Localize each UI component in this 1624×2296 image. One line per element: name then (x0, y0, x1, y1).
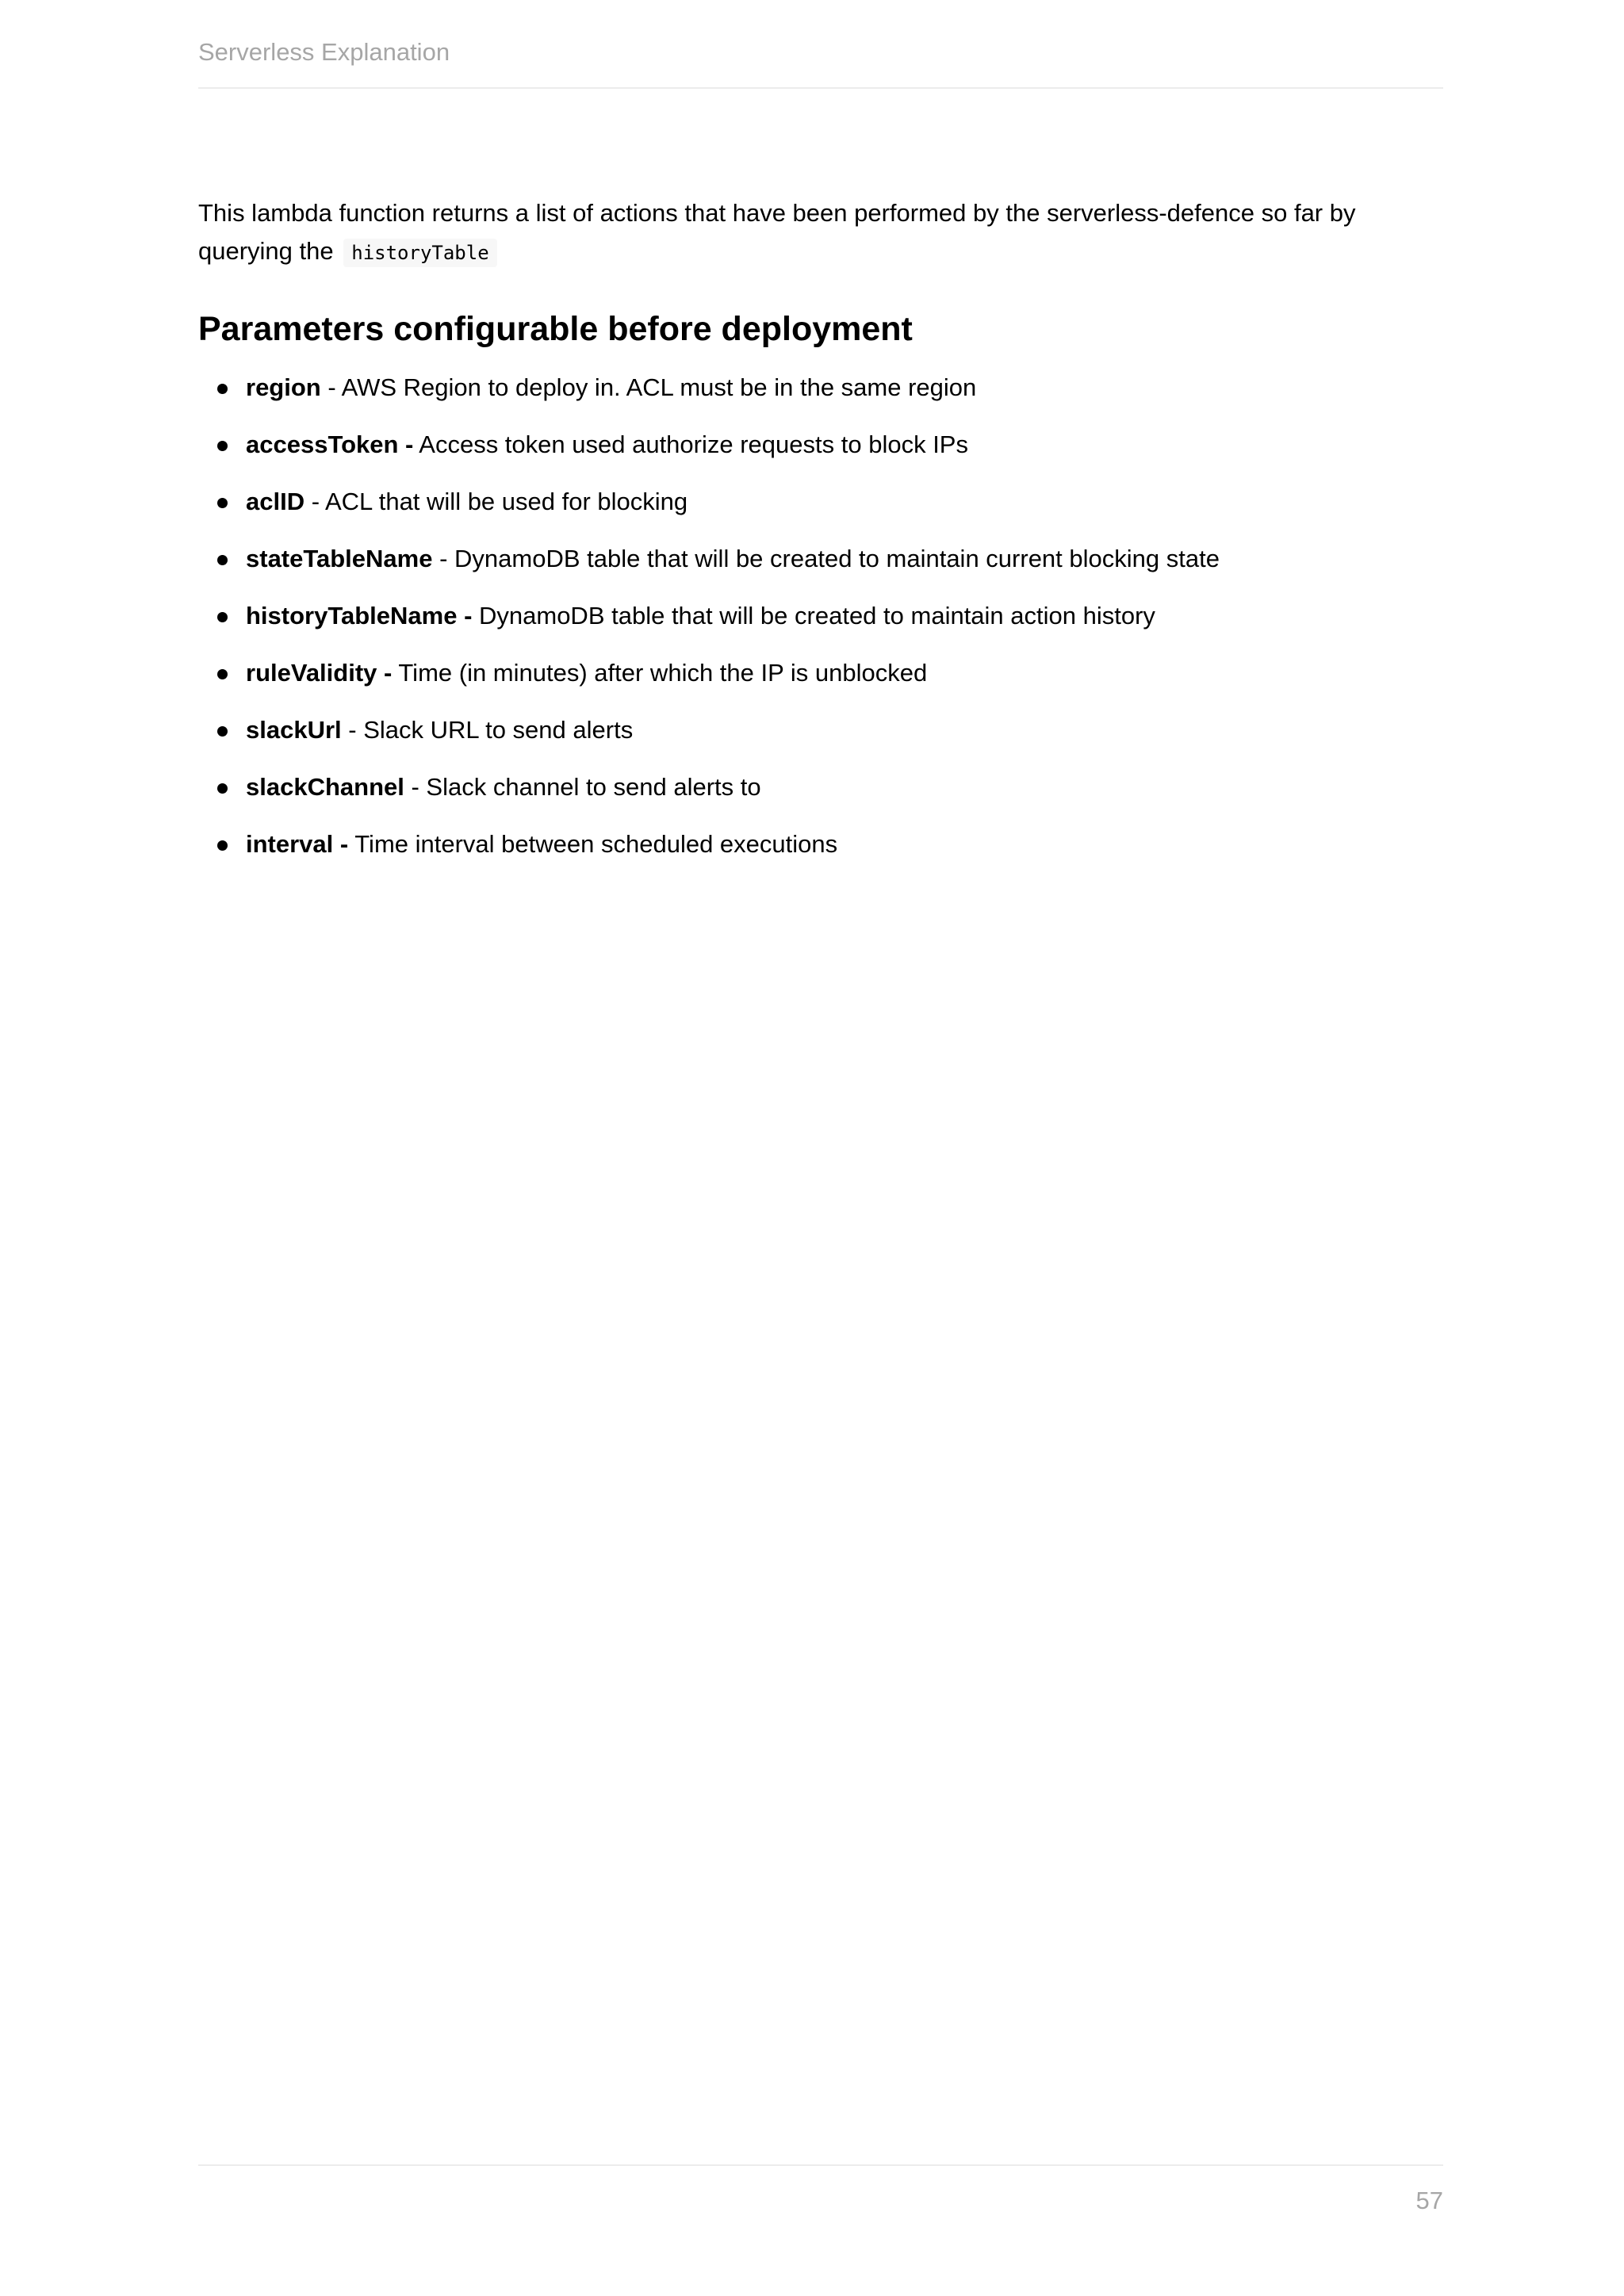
intro-text: This lambda function returns a list of actions that have been performed by the serverless-defence so far by querying the (198, 199, 1356, 265)
param-desc: Time interval between scheduled executions (348, 830, 838, 858)
bullet-icon (217, 384, 228, 394)
list-item (198, 714, 1443, 746)
list-item (198, 429, 1443, 461)
param-name: region (246, 373, 321, 401)
bullet-icon (217, 726, 228, 737)
page-content (198, 194, 1443, 886)
param-name: interval - (246, 830, 349, 858)
section-heading: Parameters configurable before deployment (198, 310, 913, 348)
page-number: 57 (1415, 2187, 1443, 2214)
page-footer (198, 2164, 1443, 2214)
parameter-list (198, 372, 1443, 860)
list-item (198, 486, 1443, 518)
list-item (198, 657, 1443, 689)
param-name: slackUrl (246, 716, 342, 744)
param-desc: Time (in minutes) after which the IP is unblocked (392, 659, 928, 687)
param-desc: - AWS Region to deploy in. ACL must be in the same region (320, 373, 977, 401)
bullet-icon (217, 555, 228, 565)
intro-paragraph (198, 194, 1443, 272)
param-name: stateTableName (246, 545, 433, 572)
list-item (198, 372, 1443, 404)
param-name: ruleValidity - (246, 659, 393, 687)
param-name: historyTableName - (246, 602, 473, 629)
page-header (198, 36, 1443, 89)
param-desc: - DynamoDB table that will be created to maintain current blocking state (432, 545, 1220, 572)
param-desc: - ACL that will be used for blocking (304, 488, 688, 515)
running-header-title: Serverless Explanation (198, 38, 450, 66)
param-name: slackChannel (246, 773, 404, 801)
param-desc: - Slack URL to send alerts (341, 716, 634, 744)
inline-code-history-table: historyTable (343, 239, 496, 267)
bullet-icon (217, 783, 228, 794)
param-name: aclID (246, 488, 305, 515)
list-item (198, 600, 1443, 632)
list-item (198, 771, 1443, 803)
param-desc: - Slack channel to send alerts to (404, 773, 761, 801)
param-desc: Access token used authorize requests to block IPs (413, 430, 968, 458)
bullet-icon (217, 498, 228, 508)
list-item (198, 543, 1443, 575)
bullet-icon (217, 840, 228, 851)
bullet-icon (217, 669, 228, 679)
list-item (198, 828, 1443, 860)
param-desc: DynamoDB table that will be created to maintain action history (472, 602, 1155, 629)
bullet-icon (217, 612, 228, 622)
bullet-icon (217, 441, 228, 451)
param-name: accessToken - (246, 430, 414, 458)
